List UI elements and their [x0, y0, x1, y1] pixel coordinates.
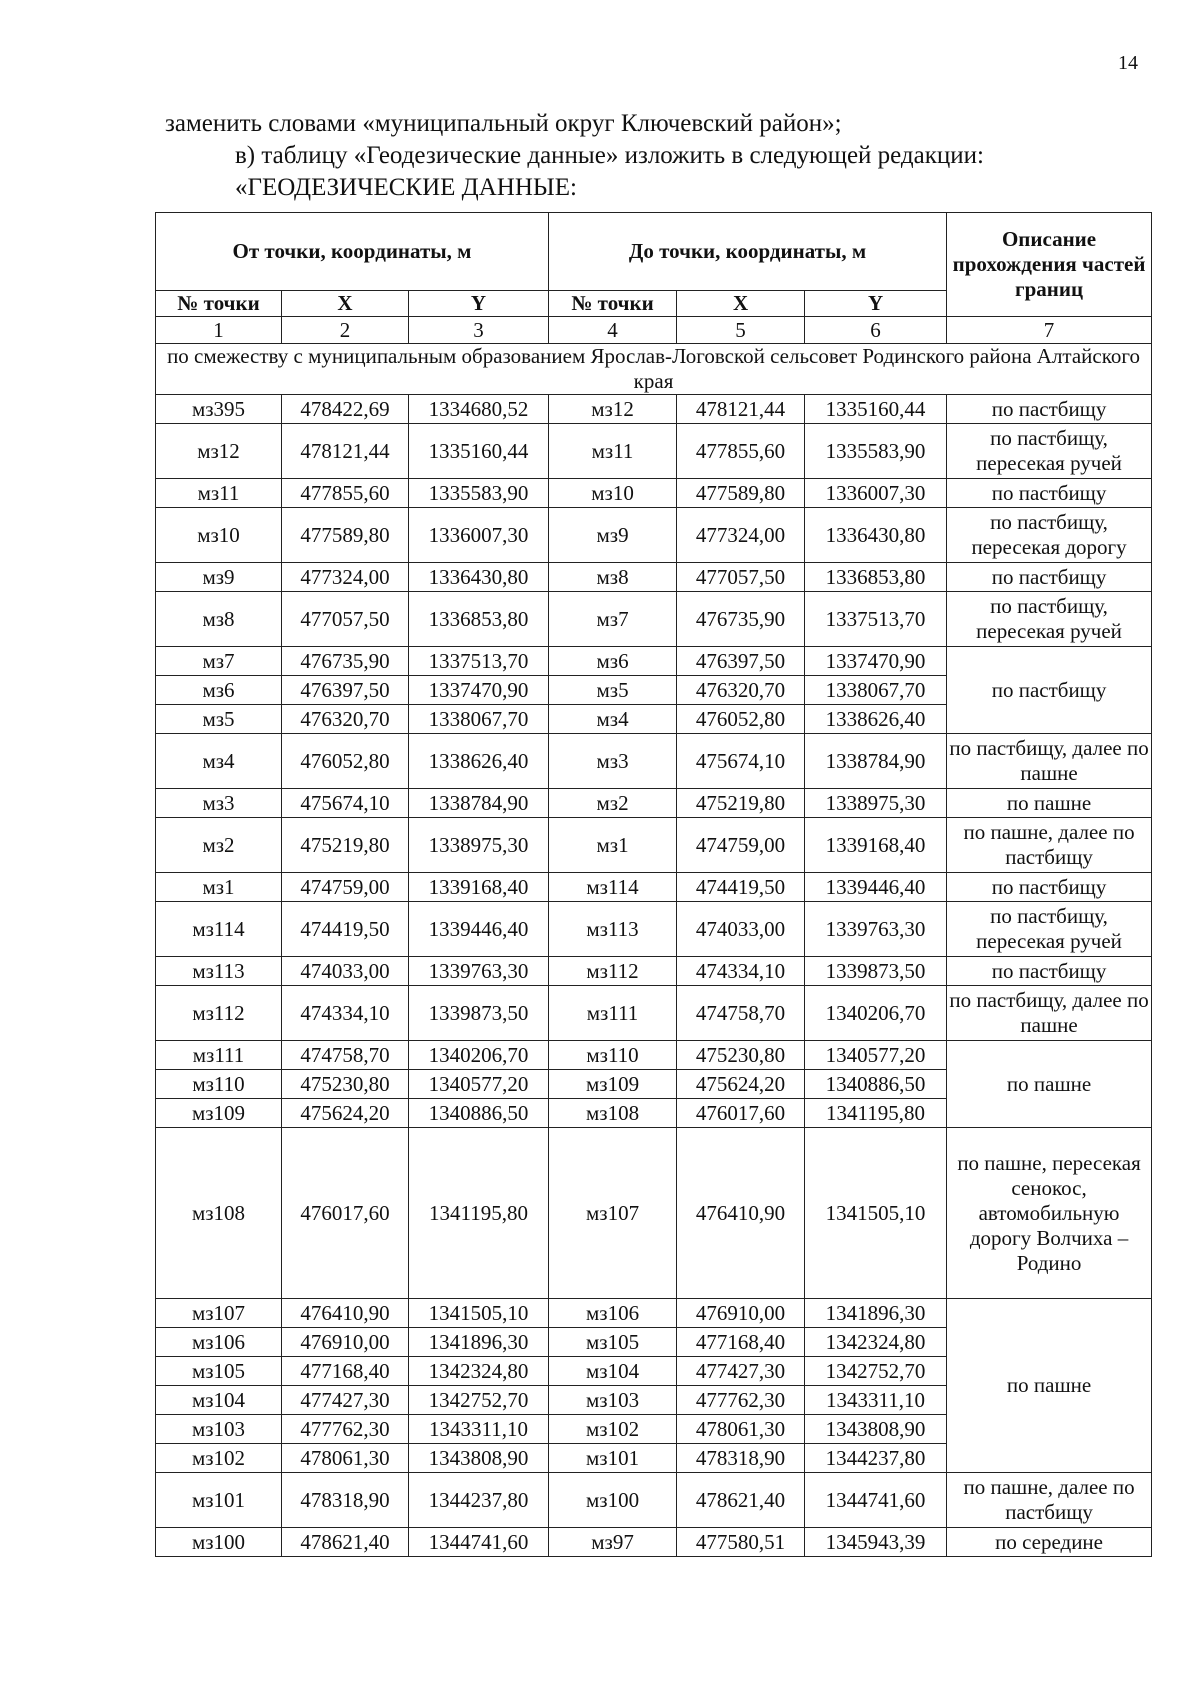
from-x: 477427,30 — [282, 1386, 409, 1415]
to-point: мз100 — [549, 1473, 677, 1528]
from-point: мз101 — [156, 1473, 282, 1528]
from-point: мз395 — [156, 395, 282, 424]
to-x: 476397,50 — [677, 647, 805, 676]
to-y: 1338067,70 — [805, 676, 947, 705]
table-row — [156, 818, 1152, 873]
from-x: 476052,80 — [282, 734, 409, 789]
from-y: 1344237,80 — [409, 1473, 549, 1528]
boundary-description: по пашне — [947, 1299, 1152, 1473]
from-point: мз109 — [156, 1099, 282, 1128]
to-x: 476052,80 — [677, 705, 805, 734]
to-point: мз108 — [549, 1099, 677, 1128]
intro-line-2: в) таблицу «Геодезические данные» изложить в следующей редакции: — [235, 142, 984, 169]
table-row — [156, 1299, 1152, 1328]
from-point: мз110 — [156, 1070, 282, 1099]
from-point: мз5 — [156, 705, 282, 734]
from-x: 476017,60 — [282, 1128, 409, 1299]
from-y: 1335160,44 — [409, 424, 549, 479]
from-point: мз102 — [156, 1444, 282, 1473]
to-y: 1343808,90 — [805, 1415, 947, 1444]
to-x: 477589,80 — [677, 479, 805, 508]
to-x: 475230,80 — [677, 1041, 805, 1070]
from-x: 474758,70 — [282, 1041, 409, 1070]
page-number: 14 — [1118, 52, 1138, 74]
to-point: мз109 — [549, 1070, 677, 1099]
from-x: 477762,30 — [282, 1415, 409, 1444]
from-y: 1341195,80 — [409, 1128, 549, 1299]
to-y: 1335160,44 — [805, 395, 947, 424]
from-y: 1342752,70 — [409, 1386, 549, 1415]
to-point: мз1 — [549, 818, 677, 873]
to-y: 1338975,30 — [805, 789, 947, 818]
to-x: 478621,40 — [677, 1473, 805, 1528]
to-point: мз11 — [549, 424, 677, 479]
to-y: 1339763,30 — [805, 902, 947, 957]
to-point: мз107 — [549, 1128, 677, 1299]
to-x: 477580,51 — [677, 1528, 805, 1557]
section-title: по смежеству с муниципальным образованием Ярослав-Логовской сельсовет Родинского района Алтайского края — [156, 344, 1152, 395]
from-x: 478318,90 — [282, 1473, 409, 1528]
column-index: 5 — [677, 317, 805, 344]
to-y: 1341896,30 — [805, 1299, 947, 1328]
table-row — [156, 1041, 1152, 1070]
table-row — [156, 395, 1152, 424]
boundary-description: по середине — [947, 1528, 1152, 1557]
boundary-description: по пашне, далее по пастбищу — [947, 1473, 1152, 1528]
from-point: мз4 — [156, 734, 282, 789]
from-point: мз3 — [156, 789, 282, 818]
header-description: Описание прохождения частей границ — [947, 213, 1152, 317]
from-x: 475230,80 — [282, 1070, 409, 1099]
to-point: мз2 — [549, 789, 677, 818]
from-point: мз108 — [156, 1128, 282, 1299]
to-x: 475219,80 — [677, 789, 805, 818]
from-point: мз8 — [156, 592, 282, 647]
from-y: 1335583,90 — [409, 479, 549, 508]
to-x: 474419,50 — [677, 873, 805, 902]
table-row — [156, 734, 1152, 789]
to-y: 1342752,70 — [805, 1357, 947, 1386]
from-point: мз113 — [156, 957, 282, 986]
to-x: 476910,00 — [677, 1299, 805, 1328]
from-point: мз2 — [156, 818, 282, 873]
boundary-description: по пастбищу — [947, 563, 1152, 592]
header-to-x: X — [677, 291, 805, 317]
column-index: 6 — [805, 317, 947, 344]
header-to-y: Y — [805, 291, 947, 317]
boundary-description: по пастбищу — [947, 479, 1152, 508]
to-point: мз97 — [549, 1528, 677, 1557]
to-x: 478318,90 — [677, 1444, 805, 1473]
to-y: 1344237,80 — [805, 1444, 947, 1473]
to-x: 478121,44 — [677, 395, 805, 424]
to-x: 478061,30 — [677, 1415, 805, 1444]
from-x: 477057,50 — [282, 592, 409, 647]
to-x: 477855,60 — [677, 424, 805, 479]
to-point: мз3 — [549, 734, 677, 789]
to-y: 1343311,10 — [805, 1386, 947, 1415]
from-y: 1336430,80 — [409, 563, 549, 592]
to-point: мз101 — [549, 1444, 677, 1473]
from-x: 477855,60 — [282, 479, 409, 508]
from-y: 1339168,40 — [409, 873, 549, 902]
to-point: мз4 — [549, 705, 677, 734]
from-y: 1342324,80 — [409, 1357, 549, 1386]
column-index: 7 — [947, 317, 1152, 344]
to-y: 1344741,60 — [805, 1473, 947, 1528]
to-y: 1341505,10 — [805, 1128, 947, 1299]
from-x: 476910,00 — [282, 1328, 409, 1357]
from-y: 1334680,52 — [409, 395, 549, 424]
boundary-description: по пашне, пересекая сенокос, автомобильную дорогу Волчиха – Родино — [947, 1128, 1152, 1299]
to-y: 1336430,80 — [805, 508, 947, 563]
to-x: 474033,00 — [677, 902, 805, 957]
from-y: 1337513,70 — [409, 647, 549, 676]
from-x: 478422,69 — [282, 395, 409, 424]
to-point: мз104 — [549, 1357, 677, 1386]
table-row — [156, 1473, 1152, 1528]
column-index: 4 — [549, 317, 677, 344]
from-y: 1339763,30 — [409, 957, 549, 986]
from-x: 475219,80 — [282, 818, 409, 873]
from-y: 1343808,90 — [409, 1444, 549, 1473]
from-y: 1336853,80 — [409, 592, 549, 647]
from-point: мз104 — [156, 1386, 282, 1415]
column-index: 3 — [409, 317, 549, 344]
from-point: мз11 — [156, 479, 282, 508]
to-x: 476410,90 — [677, 1128, 805, 1299]
to-point: мз12 — [549, 395, 677, 424]
from-point: мз9 — [156, 563, 282, 592]
to-y: 1345943,39 — [805, 1528, 947, 1557]
to-x: 477427,30 — [677, 1357, 805, 1386]
to-point: мз110 — [549, 1041, 677, 1070]
to-point: мз5 — [549, 676, 677, 705]
from-x: 475624,20 — [282, 1099, 409, 1128]
from-point: мз12 — [156, 424, 282, 479]
to-point: мз111 — [549, 986, 677, 1041]
table-row — [156, 1128, 1152, 1299]
table-row — [156, 563, 1152, 592]
to-x: 477168,40 — [677, 1328, 805, 1357]
table-row — [156, 479, 1152, 508]
to-x: 476017,60 — [677, 1099, 805, 1128]
to-y: 1340577,20 — [805, 1041, 947, 1070]
header-to-point: № точки — [549, 291, 677, 317]
from-x: 477324,00 — [282, 563, 409, 592]
to-point: мз6 — [549, 647, 677, 676]
to-x: 474334,10 — [677, 957, 805, 986]
to-point: мз114 — [549, 873, 677, 902]
to-x: 477324,00 — [677, 508, 805, 563]
to-point: мз106 — [549, 1299, 677, 1328]
boundary-description: по пастбищу, пересекая ручей — [947, 592, 1152, 647]
table-row — [156, 424, 1152, 479]
table-row — [156, 508, 1152, 563]
from-x: 474419,50 — [282, 902, 409, 957]
geodetic-table — [155, 212, 1152, 1557]
to-y: 1340206,70 — [805, 986, 947, 1041]
from-y: 1338784,90 — [409, 789, 549, 818]
to-x: 475624,20 — [677, 1070, 805, 1099]
boundary-description: по пастбищу, пересекая ручей — [947, 902, 1152, 957]
table-row — [156, 957, 1152, 986]
to-point: мз113 — [549, 902, 677, 957]
boundary-description: по пашне, далее по пастбищу — [947, 818, 1152, 873]
from-x: 474334,10 — [282, 986, 409, 1041]
boundary-description: по пастбищу, далее по пашне — [947, 734, 1152, 789]
from-y: 1336007,30 — [409, 508, 549, 563]
from-y: 1338626,40 — [409, 734, 549, 789]
from-point: мз1 — [156, 873, 282, 902]
to-y: 1338626,40 — [805, 705, 947, 734]
boundary-description: по пашне — [947, 1041, 1152, 1128]
column-index-row — [156, 317, 1152, 344]
to-x: 477057,50 — [677, 563, 805, 592]
from-y: 1338975,30 — [409, 818, 549, 873]
section-row — [156, 344, 1152, 395]
from-point: мз106 — [156, 1328, 282, 1357]
table-row — [156, 1528, 1152, 1557]
to-y: 1338784,90 — [805, 734, 947, 789]
table-row — [156, 647, 1152, 676]
from-y: 1339446,40 — [409, 902, 549, 957]
header-from-point: № точки — [156, 291, 282, 317]
to-y: 1339873,50 — [805, 957, 947, 986]
boundary-description: по пастбищу, далее по пашне — [947, 986, 1152, 1041]
from-y: 1340577,20 — [409, 1070, 549, 1099]
to-x: 476735,90 — [677, 592, 805, 647]
from-point: мз107 — [156, 1299, 282, 1328]
to-y: 1340886,50 — [805, 1070, 947, 1099]
to-y: 1341195,80 — [805, 1099, 947, 1128]
from-y: 1341505,10 — [409, 1299, 549, 1328]
to-y: 1339168,40 — [805, 818, 947, 873]
to-y: 1342324,80 — [805, 1328, 947, 1357]
to-x: 474758,70 — [677, 986, 805, 1041]
to-y: 1337470,90 — [805, 647, 947, 676]
table-row — [156, 902, 1152, 957]
to-y: 1339446,40 — [805, 873, 947, 902]
to-point: мз7 — [549, 592, 677, 647]
from-x: 476397,50 — [282, 676, 409, 705]
from-point: мз10 — [156, 508, 282, 563]
to-x: 475674,10 — [677, 734, 805, 789]
intro-text — [165, 108, 1125, 204]
from-point: мз114 — [156, 902, 282, 957]
from-x: 477589,80 — [282, 508, 409, 563]
table-row — [156, 592, 1152, 647]
boundary-description: по пастбищу — [947, 647, 1152, 734]
from-x: 477168,40 — [282, 1357, 409, 1386]
to-x: 477762,30 — [677, 1386, 805, 1415]
from-y: 1343311,10 — [409, 1415, 549, 1444]
from-point: мз112 — [156, 986, 282, 1041]
to-y: 1336007,30 — [805, 479, 947, 508]
from-point: мз6 — [156, 676, 282, 705]
from-point: мз100 — [156, 1528, 282, 1557]
to-point: мз112 — [549, 957, 677, 986]
to-point: мз10 — [549, 479, 677, 508]
from-x: 476320,70 — [282, 705, 409, 734]
intro-line-3: «ГЕОДЕЗИЧЕСКИЕ ДАННЫЕ: — [235, 174, 577, 201]
header-from: От точки, координаты, м — [156, 213, 549, 291]
intro-line-1: заменить словами «муниципальный округ Ключевский район»; — [165, 110, 842, 137]
from-y: 1337470,90 — [409, 676, 549, 705]
to-y: 1336853,80 — [805, 563, 947, 592]
boundary-description: по пастбищу — [947, 873, 1152, 902]
header-to: До точки, координаты, м — [549, 213, 947, 291]
boundary-description: по пастбищу, пересекая дорогу — [947, 508, 1152, 563]
from-x: 478061,30 — [282, 1444, 409, 1473]
from-point: мз111 — [156, 1041, 282, 1070]
to-x: 476320,70 — [677, 676, 805, 705]
from-y: 1339873,50 — [409, 986, 549, 1041]
header-from-y: Y — [409, 291, 549, 317]
from-y: 1344741,60 — [409, 1528, 549, 1557]
from-point: мз7 — [156, 647, 282, 676]
boundary-description: по пастбищу, пересекая ручей — [947, 424, 1152, 479]
boundary-description: по пашне — [947, 789, 1152, 818]
to-x: 474759,00 — [677, 818, 805, 873]
from-point: мз103 — [156, 1415, 282, 1444]
to-point: мз9 — [549, 508, 677, 563]
from-x: 476735,90 — [282, 647, 409, 676]
to-y: 1337513,70 — [805, 592, 947, 647]
from-y: 1340886,50 — [409, 1099, 549, 1128]
from-x: 476410,90 — [282, 1299, 409, 1328]
table-row — [156, 789, 1152, 818]
from-x: 474759,00 — [282, 873, 409, 902]
header-from-x: X — [282, 291, 409, 317]
from-x: 474033,00 — [282, 957, 409, 986]
to-point: мз103 — [549, 1386, 677, 1415]
column-index: 1 — [156, 317, 282, 344]
table-row — [156, 986, 1152, 1041]
from-x: 478621,40 — [282, 1528, 409, 1557]
to-point: мз105 — [549, 1328, 677, 1357]
boundary-description: по пастбищу — [947, 395, 1152, 424]
to-point: мз102 — [549, 1415, 677, 1444]
from-x: 478121,44 — [282, 424, 409, 479]
column-index: 2 — [282, 317, 409, 344]
boundary-description: по пастбищу — [947, 957, 1152, 986]
from-x: 475674,10 — [282, 789, 409, 818]
to-y: 1335583,90 — [805, 424, 947, 479]
from-y: 1341896,30 — [409, 1328, 549, 1357]
to-point: мз8 — [549, 563, 677, 592]
from-y: 1340206,70 — [409, 1041, 549, 1070]
table-row — [156, 873, 1152, 902]
from-y: 1338067,70 — [409, 705, 549, 734]
from-point: мз105 — [156, 1357, 282, 1386]
